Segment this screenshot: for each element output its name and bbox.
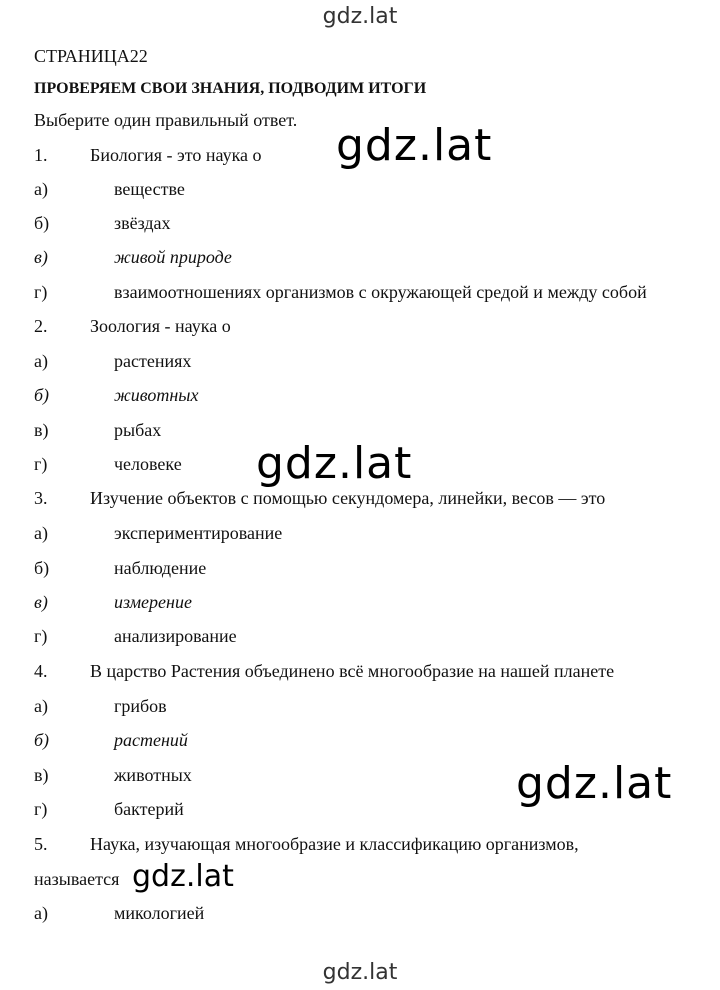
option-3b xyxy=(34,558,206,580)
option-text: растениях xyxy=(114,351,192,371)
option-1d xyxy=(34,282,647,304)
option-1b xyxy=(34,213,171,235)
option-3c-answer xyxy=(34,592,192,614)
watermark-large: gdz.lat xyxy=(256,438,413,489)
option-text: растений xyxy=(114,730,188,750)
section-title: ПРОВЕРЯЕМ СВОИ ЗНАНИЯ, ПОДВОДИМ ИТОГИ xyxy=(34,80,427,97)
question-text: Наука, изучающая многообразие и классификацию организмов, xyxy=(90,834,579,854)
option-2c xyxy=(34,420,161,442)
option-text: наблюдение xyxy=(114,558,207,578)
option-text: микологией xyxy=(114,903,205,923)
option-mark: а) xyxy=(34,179,48,199)
watermark-top: gdz.lat xyxy=(322,4,398,29)
question-2 xyxy=(34,316,231,338)
question-4 xyxy=(34,661,614,683)
option-mark: г) xyxy=(34,626,48,646)
option-mark: б) xyxy=(34,213,50,233)
question-3 xyxy=(34,488,605,510)
question-5-continuation xyxy=(34,869,119,891)
option-mark: г) xyxy=(34,799,48,819)
question-text: В царство Растения объединено всё многообразие на нашей планете xyxy=(90,661,615,681)
watermark-inline: gdz.lat xyxy=(132,859,234,894)
question-number: 5. xyxy=(34,834,48,854)
page-title: СТРАНИЦА22 xyxy=(34,46,148,66)
question-1 xyxy=(34,145,262,167)
option-text: взаимоотношениях организмов с окружающей средой и между собой xyxy=(114,282,647,302)
option-mark: г) xyxy=(34,282,48,302)
option-1a xyxy=(34,179,185,201)
option-text: веществе xyxy=(114,179,185,199)
option-4c xyxy=(34,765,192,787)
question-text: Зоология - наука о xyxy=(90,316,231,336)
option-mark: в) xyxy=(34,592,48,612)
option-text: экспериментирование xyxy=(114,523,283,543)
option-mark: в) xyxy=(34,420,49,440)
option-mark: б) xyxy=(34,730,50,750)
question-number: 4. xyxy=(34,661,48,681)
option-mark: а) xyxy=(34,696,48,716)
option-text: рыбах xyxy=(114,420,162,440)
option-mark: г) xyxy=(34,454,48,474)
question-text: Изучение объектов с помощью секундомера, линейки, весов — это xyxy=(90,488,606,508)
option-5a xyxy=(34,903,204,925)
option-mark: в) xyxy=(34,765,49,785)
option-text: живой природе xyxy=(114,247,232,267)
watermark-bottom: gdz.lat xyxy=(322,960,398,985)
continuation-text: называется xyxy=(34,869,120,889)
option-text: животных xyxy=(114,385,199,405)
option-mark: б) xyxy=(34,385,50,405)
option-3d xyxy=(34,626,237,648)
option-4d xyxy=(34,799,184,821)
option-text: измерение xyxy=(114,592,192,612)
option-2d xyxy=(34,454,182,476)
option-text: грибов xyxy=(114,696,167,716)
instruction-text: Выберите один правильный ответ. xyxy=(34,110,298,130)
option-mark: а) xyxy=(34,903,48,923)
option-mark: а) xyxy=(34,351,48,371)
option-text: звёздах xyxy=(114,213,171,233)
question-number: 3. xyxy=(34,488,48,508)
option-text: человеке xyxy=(114,454,182,474)
option-2a xyxy=(34,351,191,373)
option-4b-answer xyxy=(34,730,188,752)
option-mark: в) xyxy=(34,247,48,267)
option-4a xyxy=(34,696,167,718)
watermark-large: gdz.lat xyxy=(336,120,493,171)
option-2b-answer xyxy=(34,385,198,407)
question-number: 2. xyxy=(34,316,48,336)
option-text: анализирование xyxy=(114,626,237,646)
option-mark: б) xyxy=(34,558,50,578)
option-1c-answer xyxy=(34,247,232,269)
question-5 xyxy=(34,834,579,856)
option-text: бактерий xyxy=(114,799,184,819)
question-text: Биология - это наука о xyxy=(90,145,262,165)
watermark-large: gdz.lat xyxy=(516,758,673,809)
question-number: 1. xyxy=(34,145,48,165)
option-mark: а) xyxy=(34,523,48,543)
option-3a xyxy=(34,523,282,545)
option-text: животных xyxy=(114,765,192,785)
